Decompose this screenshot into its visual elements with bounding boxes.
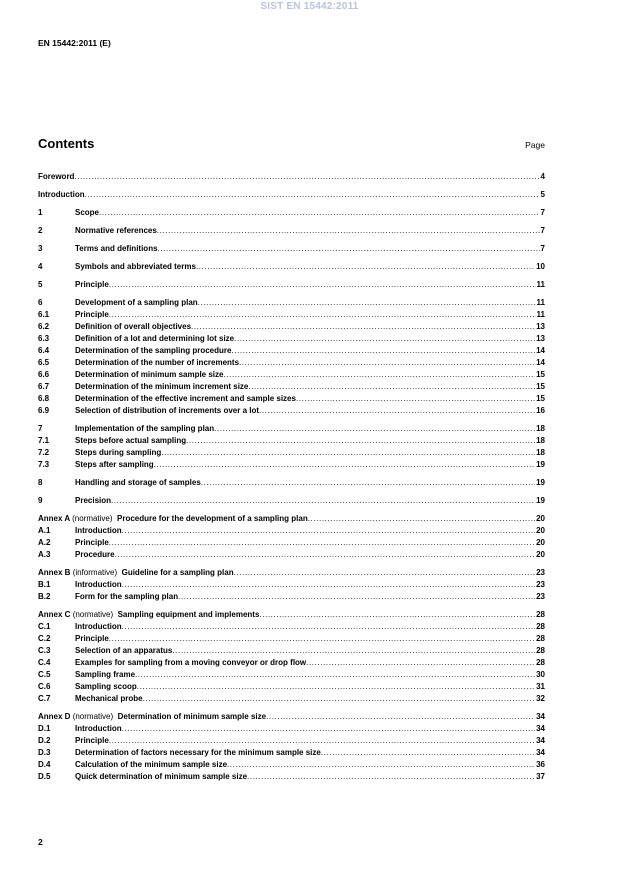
toc-leader-dots [74, 171, 539, 183]
toc-leader-dots [321, 747, 535, 759]
toc-title: Selection of an apparatus [75, 646, 173, 655]
toc-entry[interactable] [38, 447, 545, 459]
toc-leader-dots [198, 297, 536, 309]
toc-title: Development of a sampling plan [75, 298, 198, 307]
toc-title: Principle [75, 280, 109, 289]
toc-page-number: 10 [536, 262, 545, 271]
toc-number: C.5 [38, 670, 51, 679]
toc-leader-dots [231, 345, 535, 357]
toc-page-number: 19 [536, 496, 545, 505]
toc-page-number: 18 [536, 436, 545, 445]
toc-page-number: 28 [536, 610, 545, 619]
toc-number: 7 [38, 424, 43, 433]
toc-page-number: 32 [536, 694, 545, 703]
toc-annex-kind: (normative) [72, 610, 114, 619]
toc-leader-dots [247, 771, 535, 783]
toc-page-number: 23 [536, 580, 545, 589]
toc-leader-dots [191, 321, 535, 333]
toc-entry[interactable] [38, 435, 545, 447]
toc-title: Guideline for a sampling plan [121, 568, 234, 577]
toc-leader-dots [234, 333, 535, 345]
toc-number: 6 [38, 298, 43, 307]
toc-number: 4 [38, 262, 43, 271]
toc-entry[interactable] [38, 759, 545, 771]
toc-number: 6.6 [38, 370, 50, 379]
toc-annex-kind: (normative) [72, 712, 114, 721]
toc-page-number: 28 [536, 634, 545, 643]
page-column-label: Page [525, 140, 545, 150]
toc-title: Introduction [75, 724, 122, 733]
toc-entry[interactable] [38, 525, 545, 537]
toc-number: C.4 [38, 658, 51, 667]
toc-number: D.2 [38, 736, 51, 745]
toc-leader-dots [137, 681, 535, 693]
toc-page-number: 23 [536, 592, 545, 601]
toc-annex-entry[interactable] [38, 711, 545, 723]
toc-entry[interactable] [38, 657, 545, 669]
toc-page-number: 28 [536, 658, 545, 667]
toc-title: Implementation of the sampling plan [75, 424, 215, 433]
toc-leader-dots [172, 645, 535, 657]
toc-entry[interactable] [38, 669, 545, 681]
toc-leader-dots [143, 693, 536, 705]
toc-title: Symbols and abbreviated terms [75, 262, 196, 271]
toc-entry[interactable] [38, 225, 545, 237]
toc-leader-dots [186, 435, 535, 447]
watermark: SIST EN 15442:2011 [260, 1, 359, 12]
toc-title: Definition of a lot and determining lot size [75, 334, 235, 343]
toc-leader-dots [109, 537, 535, 549]
toc-number: C.6 [38, 682, 51, 691]
toc-number: D.1 [38, 724, 51, 733]
toc-leader-dots [234, 567, 535, 579]
toc-entry[interactable] [38, 261, 545, 273]
toc-title: Scope [75, 208, 100, 217]
toc-number: 2 [38, 226, 43, 235]
toc-entry[interactable] [38, 591, 545, 603]
toc-leader-dots [111, 495, 535, 507]
toc-entry[interactable] [38, 459, 545, 471]
toc-title: Sampling frame [75, 670, 136, 679]
toc-number: C.3 [38, 646, 51, 655]
toc-entry[interactable] [38, 381, 545, 393]
toc-entry[interactable] [38, 771, 545, 783]
toc-leader-dots [99, 207, 540, 219]
toc-number: A.2 [38, 538, 51, 547]
toc-annex-label [38, 567, 122, 579]
toc-number: 6.2 [38, 322, 50, 331]
toc-annex-entry[interactable] [38, 567, 545, 579]
toc-number: D.4 [38, 760, 51, 769]
toc-entry[interactable] [38, 723, 545, 735]
toc-page-number: 20 [536, 526, 545, 535]
toc-number: B.2 [38, 592, 51, 601]
toc-leader-dots [259, 609, 535, 621]
toc-title: Determination of the number of increments [75, 358, 240, 367]
toc-entry[interactable] [38, 645, 545, 657]
toc-entry[interactable] [38, 297, 545, 309]
toc-leader-dots [109, 309, 536, 321]
toc-title: Determination of the sampling procedure [75, 346, 232, 355]
toc-annex-id: Annex A [38, 514, 70, 523]
toc-entry[interactable] [38, 735, 545, 747]
toc-title: Calculation of the minimum sample size [75, 760, 228, 769]
toc-leader-dots [115, 549, 536, 561]
toc-entry[interactable] [38, 207, 545, 219]
toc-number: B.1 [38, 580, 51, 589]
toc-page-number: 7 [540, 208, 545, 217]
toc-page-number: 34 [536, 748, 545, 757]
toc-leader-dots [306, 657, 535, 669]
toc-title: Selection of distribution of increments over a lot [75, 406, 260, 415]
toc-entry[interactable] [38, 393, 545, 405]
toc-page-number: 28 [536, 622, 545, 631]
toc-page-number: 18 [536, 448, 545, 457]
toc-page-number: 30 [536, 670, 545, 679]
toc-leader-dots [196, 261, 535, 273]
document-id: EN 15442:2011 (E) [38, 38, 111, 48]
toc-page-number: 19 [536, 460, 545, 469]
toc-page-number: 7 [540, 244, 545, 253]
toc-number: 6.4 [38, 346, 50, 355]
toc-leader-dots [109, 735, 535, 747]
toc-number: D.5 [38, 772, 51, 781]
toc-leader-dots [85, 189, 540, 201]
toc-page-number: 34 [536, 736, 545, 745]
toc-number: 7.2 [38, 448, 50, 457]
toc-title: Introduction [38, 190, 85, 199]
toc-leader-dots [296, 393, 535, 405]
toc-title: Determination of minimum sample size [117, 712, 267, 721]
toc-entry[interactable] [38, 171, 545, 183]
toc-number: D.3 [38, 748, 51, 757]
toc-number: 1 [38, 208, 43, 217]
toc-page-number: 34 [536, 724, 545, 733]
toc-leader-dots [157, 225, 540, 237]
toc-page-number: 13 [536, 322, 545, 331]
toc-title: Quick determination of minimum sample size [75, 772, 248, 781]
toc-title: Form for the sampling plan [75, 592, 179, 601]
toc-title: Foreword [38, 172, 75, 181]
toc-number: 7.3 [38, 460, 50, 469]
toc-entry[interactable] [38, 309, 545, 321]
toc-leader-dots [266, 711, 535, 723]
toc-page-number: 19 [536, 478, 545, 487]
toc-page-number: 11 [536, 310, 545, 319]
toc-leader-dots [122, 723, 535, 735]
toc-leader-dots [227, 759, 535, 771]
toc-leader-dots [122, 579, 535, 591]
toc-annex-kind: (informative) [72, 568, 118, 577]
toc-leader-dots [122, 621, 535, 633]
toc-leader-dots [178, 591, 535, 603]
toc-leader-dots [214, 423, 535, 435]
toc-leader-dots [154, 459, 535, 471]
toc-page-number: 13 [536, 334, 545, 343]
toc-leader-dots [135, 669, 535, 681]
toc-annex-entry[interactable] [38, 513, 545, 525]
toc-page-number: 11 [536, 298, 545, 307]
toc-title: Definition of overall objectives [75, 322, 192, 331]
toc-number: 6.8 [38, 394, 50, 403]
toc-page-number: 4 [540, 172, 545, 181]
toc-page-number: 20 [536, 514, 545, 523]
toc-title: Sampling scoop [75, 682, 137, 691]
toc-entry[interactable] [38, 345, 545, 357]
toc-entry[interactable] [38, 681, 545, 693]
toc-leader-dots [308, 513, 535, 525]
toc-number: 5 [38, 280, 43, 289]
toc-page-number: 7 [540, 226, 545, 235]
toc-title: Principle [75, 538, 109, 547]
toc-leader-dots [122, 525, 535, 537]
toc-page-number: 37 [536, 772, 545, 781]
toc-number: C.2 [38, 634, 51, 643]
toc-page-number: 18 [536, 424, 545, 433]
toc-number: 6.3 [38, 334, 50, 343]
toc-entry[interactable] [38, 279, 545, 291]
toc-page-number: 34 [536, 712, 545, 721]
toc-leader-dots [259, 405, 535, 417]
toc-entry[interactable] [38, 423, 545, 435]
toc-entry[interactable] [38, 189, 545, 201]
toc-entry[interactable] [38, 357, 545, 369]
toc-page-number: 14 [536, 358, 545, 367]
toc-entry[interactable] [38, 633, 545, 645]
toc-leader-dots [109, 633, 535, 645]
toc-page-number: 15 [536, 370, 545, 379]
toc-page-number: 23 [536, 568, 545, 577]
toc-title: Principle [75, 736, 109, 745]
toc-title: Determination of factors necessary for the minimum sample size [75, 748, 321, 757]
toc-page-number: 15 [536, 394, 545, 403]
toc-title: Terms and definitions [75, 244, 158, 253]
toc-number: C.7 [38, 694, 51, 703]
toc-title: Procedure for the development of a sampling plan [117, 514, 308, 523]
toc-number: 6.7 [38, 382, 50, 391]
toc-annex-entry[interactable] [38, 609, 545, 621]
toc-leader-dots [239, 357, 535, 369]
toc-title: Determination of minimum sample size [75, 370, 224, 379]
toc-number: 6.5 [38, 358, 50, 367]
toc-title: Introduction [75, 580, 122, 589]
toc-leader-dots [201, 477, 535, 489]
toc-number: 3 [38, 244, 43, 253]
toc-annex-label [38, 711, 118, 723]
toc-annex-kind: (normative) [72, 514, 113, 523]
toc-entry[interactable] [38, 321, 545, 333]
toc-title: Handling and storage of samples [75, 478, 201, 487]
toc-page-number: 11 [536, 280, 545, 289]
toc-entry[interactable] [38, 549, 545, 561]
toc-title: Steps before actual sampling [75, 436, 187, 445]
toc-entry[interactable] [38, 333, 545, 345]
toc-annex-label [38, 609, 118, 621]
toc-title: Normative references [75, 226, 157, 235]
toc-title: Mechanical probe [75, 694, 143, 703]
toc-page-number: 14 [536, 346, 545, 355]
toc-title: Determination of the minimum increment size [75, 382, 249, 391]
toc-title: Procedure [75, 550, 115, 559]
toc-entry[interactable] [38, 693, 545, 705]
toc-leader-dots [109, 279, 536, 291]
table-of-contents [38, 171, 545, 783]
toc-page-number: 20 [536, 550, 545, 559]
toc-leader-dots [161, 447, 535, 459]
toc-page-number: 16 [536, 406, 545, 415]
toc-page-number: 15 [536, 382, 545, 391]
toc-title: Principle [75, 634, 109, 643]
toc-page-number: 28 [536, 646, 545, 655]
toc-number: A.1 [38, 526, 51, 535]
toc-entry[interactable] [38, 537, 545, 549]
toc-number: 9 [38, 496, 43, 505]
toc-entry[interactable] [38, 369, 545, 381]
toc-title: Introduction [75, 526, 122, 535]
toc-number: C.1 [38, 622, 51, 631]
toc-title: Steps during sampling [75, 448, 162, 457]
toc-entry[interactable] [38, 243, 545, 255]
toc-entry[interactable] [38, 405, 545, 417]
toc-title: Precision [75, 496, 112, 505]
toc-entry[interactable] [38, 747, 545, 759]
toc-entry[interactable] [38, 579, 545, 591]
toc-number: 8 [38, 478, 43, 487]
toc-title: Sampling equipment and implements [117, 610, 260, 619]
toc-number: 6.9 [38, 406, 50, 415]
toc-annex-id: Annex B [38, 568, 71, 577]
toc-title: Examples for sampling from a moving conveyor or drop flow [75, 658, 307, 667]
toc-leader-dots [248, 381, 535, 393]
toc-annex-id: Annex C [38, 610, 71, 619]
toc-entry[interactable] [38, 495, 545, 507]
toc-page-number: 20 [536, 538, 545, 547]
toc-annex-label [38, 513, 117, 525]
toc-title: Introduction [75, 622, 122, 631]
toc-title: Steps after sampling [75, 460, 154, 469]
toc-number: 7.1 [38, 436, 50, 445]
toc-page-number: 31 [536, 682, 545, 691]
toc-title: Principle [75, 310, 109, 319]
toc-leader-dots [158, 243, 540, 255]
toc-title: Determination of the effective increment and sample sizes [75, 394, 296, 403]
toc-number: A.3 [38, 550, 51, 559]
toc-entry[interactable] [38, 477, 545, 489]
page-title: Contents [38, 136, 95, 151]
toc-number: 6.1 [38, 310, 50, 319]
toc-page-number: 36 [536, 760, 545, 769]
toc-annex-id: Annex D [38, 712, 71, 721]
toc-page-number: 5 [540, 190, 545, 199]
toc-leader-dots [223, 369, 535, 381]
toc-entry[interactable] [38, 621, 545, 633]
page-number: 2 [38, 837, 43, 847]
